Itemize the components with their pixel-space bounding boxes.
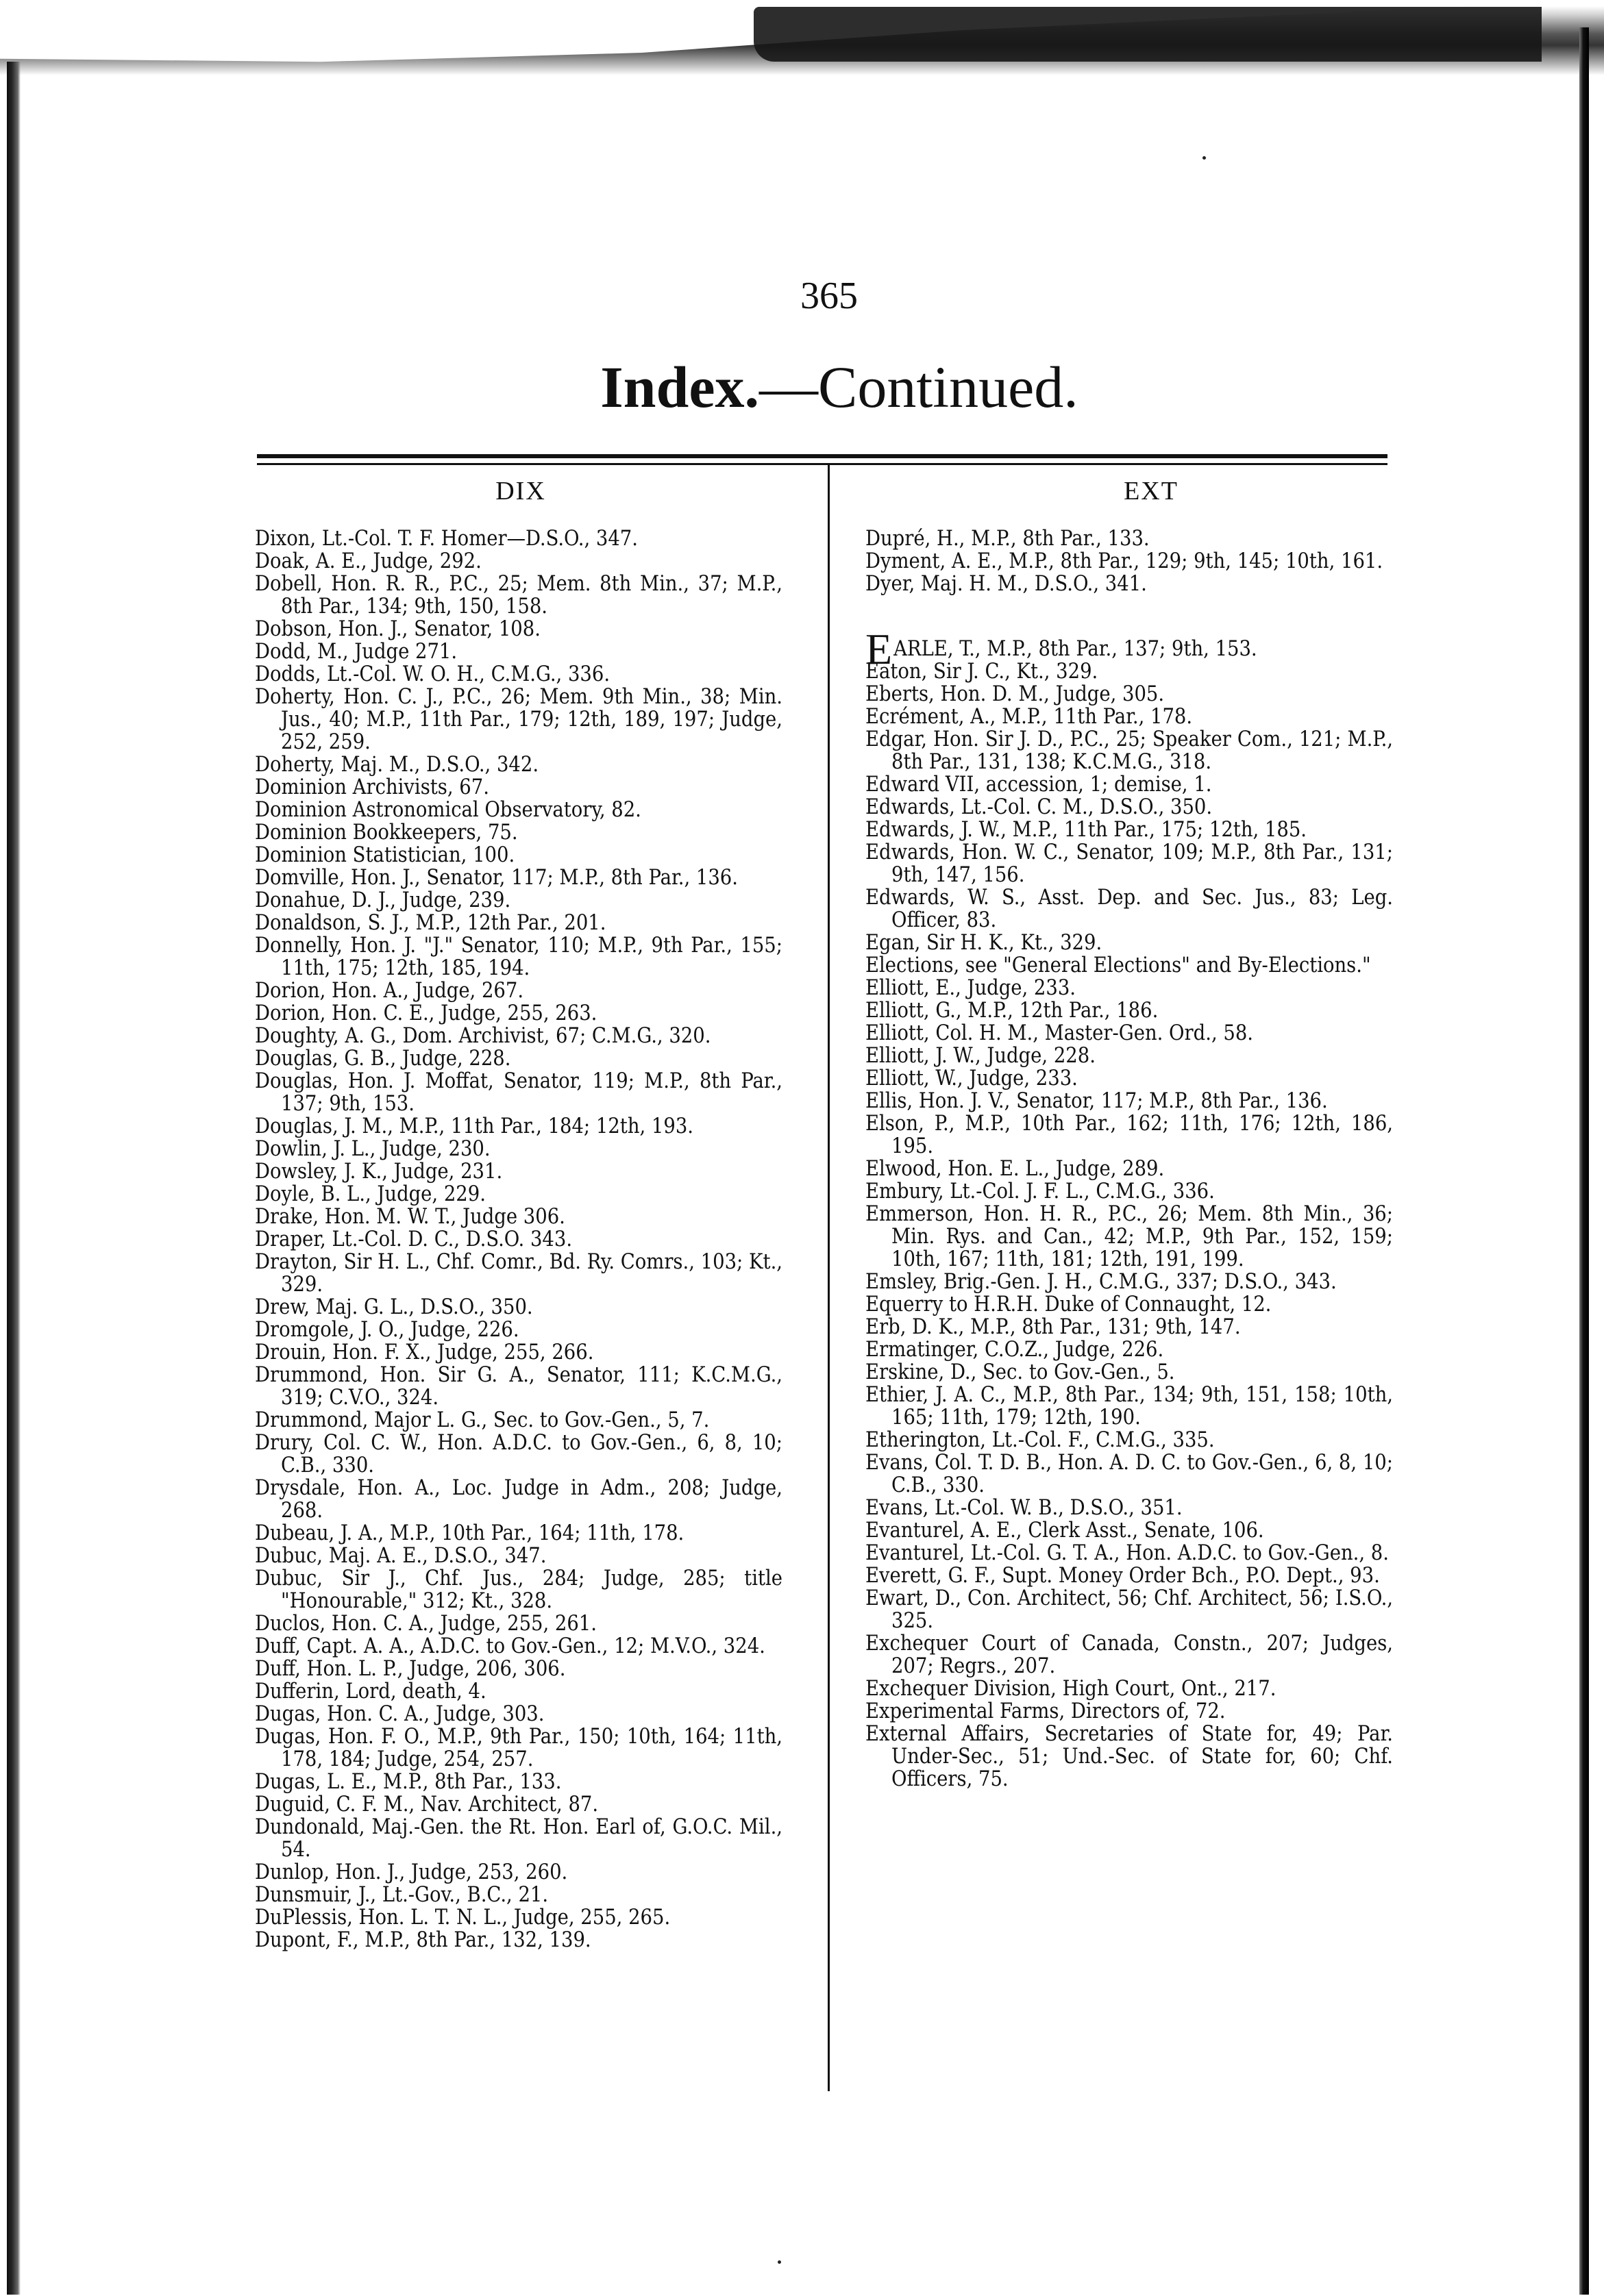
index-entry: Ellis, Hon. J. V., Senator, 117; M.P., 8th Par., 136. — [865, 1089, 1328, 1113]
index-entry: Embury, Lt.-Col. J. F. L., C.M.G., 336. — [865, 1180, 1215, 1203]
page-title — [411, 353, 1268, 421]
index-entry: Dowsley, J. K., Judge, 231. — [255, 1160, 503, 1184]
index-entry: Dorion, Hon. C. E., Judge, 255, 263. — [255, 1001, 597, 1025]
index-entry: Dyment, A. E., M.P., 8th Par., 129; 9th, 145; 10th, 161. — [865, 549, 1383, 573]
drop-cap: E — [865, 625, 893, 673]
index-entry: Elliott, E., Judge, 233. — [865, 976, 1076, 1000]
index-entry: Ethier, J. A. C., M.P., 8th Par., 134; 9th, 151, 158; 10th, 165; 11th, 179; 12th, 190. — [865, 1383, 1393, 1430]
scan-edge-left — [7, 62, 21, 2295]
index-entry: Dupont, F., M.P., 8th Par., 132, 139. — [255, 1928, 591, 1952]
index-entry: Dixon, Lt.-Col. T. F. Homer—D.S.O., 347. — [255, 527, 638, 551]
index-entry: Douglas, Hon. J. Moffat, Senator, 119; M.P., 8th Par., 137; 9th, 153. — [255, 1069, 782, 1116]
index-entry: Ewart, D., Con. Architect, 56; Chf. Architect, 56; I.S.O., 325. — [865, 1586, 1393, 1633]
index-entry: Erb, D. K., M.P., 8th Par., 131; 9th, 147. — [865, 1315, 1241, 1339]
index-entry: Dobson, Hon. J., Senator, 108. — [255, 617, 541, 641]
index-entry: Doak, A. E., Judge, 292. — [255, 549, 482, 573]
column-divider — [828, 464, 830, 2091]
title-main: Index. — [600, 354, 759, 420]
index-entry: Dugas, Hon. C. A., Judge, 303. — [255, 1702, 545, 1726]
index-entry: Dugas, L. E., M.P., 8th Par., 133. — [255, 1770, 562, 1794]
index-entry: Emmerson, Hon. H. R., P.C., 26; Mem. 8th Min., 36; Min. Rys. and Can., 42; M.P., 9th Par., 152, 159; 10th, 167; 11th, 181; 12th, 191, 199. — [865, 1202, 1393, 1271]
index-entry: Elliott, W., Judge, 233. — [865, 1066, 1078, 1090]
index-entry: Donnelly, Hon. J. "J." Senator, 110; M.P., 9th Par., 155; 11th, 175; 12th, 185, 194. — [255, 934, 782, 980]
index-entry: Evanturel, Lt.-Col. G. T. A., Hon. A.D.C. to Gov.-Gen., 8. — [865, 1541, 1389, 1565]
index-entry: Everett, G. F., Supt. Money Order Bch., P.O. Dept., 93. — [865, 1564, 1380, 1588]
index-entry: Dunlop, Hon. J., Judge, 253, 260. — [255, 1860, 568, 1884]
index-entry: Dominion Astronomical Observatory, 82. — [255, 798, 641, 822]
index-entry: Duff, Capt. A. A., A.D.C. to Gov.-Gen., 12; M.V.O., 324. — [255, 1634, 765, 1658]
scan-edge-right — [1579, 27, 1589, 2295]
index-entry: Edward VII, accession, 1; demise, 1. — [865, 773, 1212, 797]
index-entry: Donaldson, S. J., M.P., 12th Par., 201. — [255, 911, 606, 935]
index-entry: Egan, Sir H. K., Kt., 329. — [865, 931, 1102, 955]
index-entry: Exchequer Division, High Court, Ont., 217. — [865, 1677, 1276, 1701]
index-entry: Evanturel, A. E., Clerk Asst., Senate, 106. — [865, 1519, 1264, 1543]
index-entry: Drayton, Sir H. L., Chf. Comr., Bd. Ry. Comrs., 103; Kt., 329. — [255, 1250, 782, 1297]
index-entry: Edwards, Hon. W. C., Senator, 109; M.P., 8th Par., 131; 9th, 147, 156. — [865, 840, 1393, 887]
index-entry: Drysdale, Hon. A., Loc. Judge in Adm., 208; Judge, 268. — [255, 1476, 782, 1523]
index-entry: Douglas, J. M., M.P., 11th Par., 184; 12th, 193. — [255, 1114, 693, 1138]
index-entry: Elliott, G., M.P., 12th Par., 186. — [865, 999, 1159, 1023]
index-entry: Domville, Hon. J., Senator, 117; M.P., 8th Par., 136. — [255, 866, 738, 890]
right-index-column — [865, 527, 1393, 1790]
index-entry: Drury, Col. C. W., Hon. A.D.C. to Gov.-Gen., 6, 8, 10; C.B., 330. — [255, 1431, 782, 1477]
index-entry: Emsley, Brig.-Gen. J. H., C.M.G., 337; D.S.O., 343. — [865, 1270, 1337, 1294]
index-entry: Drummond, Hon. Sir G. A., Senator, 111; K.C.M.G., 319; C.V.O., 324. — [255, 1363, 782, 1410]
index-entry: Donahue, D. J., Judge, 239. — [255, 888, 511, 912]
index-entry: Dubuc, Maj. A. E., D.S.O., 347. — [255, 1544, 547, 1568]
index-entry: Edwards, J. W., M.P., 11th Par., 175; 12th, 185. — [865, 818, 1307, 842]
index-entry: Dominion Archivists, 67. — [255, 775, 489, 799]
drop-cap-rest: ARLE, T., M.P., 8th Par., 137; 9th, 153. — [893, 637, 1257, 661]
right-column-header: EXT — [1124, 477, 1179, 506]
index-entry: Edgar, Hon. Sir J. D., P.C., 25; Speaker Com., 121; M.P., 8th Par., 131, 138; K.C.M.G., 318. — [865, 727, 1393, 774]
title-suffix: —Continued. — [758, 354, 1078, 420]
index-entry: Evans, Lt.-Col. W. B., D.S.O., 351. — [865, 1496, 1183, 1520]
index-entry: Equerry to H.R.H. Duke of Connaught, 12. — [865, 1293, 1272, 1317]
index-entry: Dubuc, Sir J., Chf. Jus., 284; Judge, 285; title "Honourable," 312; Kt., 328. — [255, 1567, 782, 1613]
index-entry: Ecrément, A., M.P., 11th Par., 178. — [865, 705, 1193, 729]
index-entry: Dunsmuir, J., Lt.-Gov., B.C., 21. — [255, 1883, 549, 1907]
index-entry: Doughty, A. G., Dom. Archivist, 67; C.M.G., 320. — [255, 1024, 711, 1048]
index-entry: Dominion Statistician, 100. — [255, 843, 515, 867]
index-entry: Doherty, Maj. M., D.S.O., 342. — [255, 753, 539, 777]
index-entry: Doyle, B. L., Judge, 229. — [255, 1182, 486, 1206]
header-rule-thick — [257, 454, 1387, 458]
index-entry: Dubeau, J. A., M.P., 10th Par., 164; 11th, 178. — [255, 1521, 684, 1545]
index-entry: Experimental Farms, Directors of, 72. — [865, 1699, 1226, 1723]
left-column-header: DIX — [495, 477, 546, 506]
index-entry: Elwood, Hon. E. L., Judge, 289. — [865, 1157, 1165, 1181]
index-entry: Drummond, Major L. G., Sec. to Gov.-Gen., 5, 7. — [255, 1408, 710, 1432]
index-entry: Elliott, Col. H. M., Master-Gen. Ord., 58. — [865, 1021, 1253, 1045]
index-entry: Dobell, Hon. R. R., P.C., 25; Mem. 8th Min., 37; M.P., 8th Par., 134; 9th, 150, 158. — [255, 572, 782, 619]
index-entry: Drake, Hon. M. W. T., Judge 306. — [255, 1205, 565, 1229]
left-index-column — [255, 527, 782, 1951]
scan-speck — [1202, 156, 1206, 160]
index-entry: Erskine, D., Sec. to Gov.-Gen., 5. — [865, 1360, 1175, 1384]
index-entry: Edwards, Lt.-Col. C. M., D.S.O., 350. — [865, 795, 1213, 819]
scan-shadow-top — [754, 7, 1542, 62]
index-entry: Dodd, M., Judge 271. — [255, 640, 458, 664]
index-entry: Ermatinger, C.O.Z., Judge, 226. — [865, 1338, 1164, 1362]
index-entry: Dorion, Hon. A., Judge, 267. — [255, 979, 524, 1003]
index-entry: Dupré, H., M.P., 8th Par., 133. — [865, 527, 1150, 551]
page-number: 365 — [800, 275, 858, 317]
index-entry: Dundonald, Maj.-Gen. the Rt. Hon. Earl of, G.O.C. Mil., 54. — [255, 1815, 782, 1862]
index-entry: Evans, Col. T. D. B., Hon. A. D. C. to Gov.-Gen., 6, 8, 10; C.B., 330. — [865, 1451, 1393, 1497]
index-entry: Exchequer Court of Canada, Constn., 207; Judges, 207; Regrs., 207. — [865, 1632, 1393, 1678]
index-entry: Dodds, Lt.-Col. W. O. H., C.M.G., 336. — [255, 662, 610, 686]
index-entry: Duguid, C. F. M., Nav. Architect, 87. — [255, 1793, 599, 1817]
index-entry: Drew, Maj. G. L., D.S.O., 350. — [255, 1295, 533, 1319]
scan-speck — [778, 2260, 781, 2264]
index-entry: Drouin, Hon. F. X., Judge, 255, 266. — [255, 1340, 594, 1364]
index-entry: Dyer, Maj. H. M., D.S.O., 341. — [865, 572, 1147, 596]
index-entry: Elliott, J. W., Judge, 228. — [865, 1044, 1096, 1068]
header-rule-thin — [257, 463, 1387, 465]
index-entry: External Affairs, Secretaries of State for, 49; Par. Under-Sec., 51; Und.-Sec. of State for, 60; Chf. Officers, 75. — [865, 1722, 1393, 1791]
index-entry: Dufferin, Lord, death, 4. — [255, 1680, 486, 1704]
index-entry: DuPlessis, Hon. L. T. N. L., Judge, 255, 265. — [255, 1906, 671, 1930]
index-entry: Dugas, Hon. F. O., M.P., 9th Par., 150; 10th, 164; 11th, 178, 184; Judge, 254, 257. — [255, 1725, 782, 1771]
index-entry: Etherington, Lt.-Col. F., C.M.G., 335. — [865, 1428, 1215, 1452]
index-entry: Eberts, Hon. D. M., Judge, 305. — [865, 682, 1165, 706]
index-entry: Elections, see "General Elections" and By-Elections." — [865, 953, 1371, 977]
index-entry: Dominion Bookkeepers, 75. — [255, 821, 518, 845]
index-entry: Dromgole, J. O., Judge, 226. — [255, 1318, 519, 1342]
index-entry: Eaton, Sir J. C., Kt., 329. — [865, 660, 1098, 684]
index-entry: Duff, Hon. L. P., Judge, 206, 306. — [255, 1657, 566, 1681]
index-entry: Elson, P., M.P., 10th Par., 162; 11th, 176; 12th, 186, 195. — [865, 1112, 1393, 1158]
index-entry: Draper, Lt.-Col. D. C., D.S.O. 343. — [255, 1227, 573, 1251]
index-entry: Dowlin, J. L., Judge, 230. — [255, 1137, 491, 1161]
index-entry: Doherty, Hon. C. J., P.C., 26; Mem. 9th Min., 38; Min. Jus., 40; M.P., 11th Par., 179; 12th, 189, 197; Judge, 252, 259. — [255, 685, 782, 754]
index-entry: Edwards, W. S., Asst. Dep. and Sec. Jus., 83; Leg. Officer, 83. — [865, 886, 1393, 932]
index-entry: Douglas, G. B., Judge, 228. — [255, 1047, 511, 1071]
index-entry: Duclos, Hon. C. A., Judge, 255, 261. — [255, 1612, 597, 1636]
